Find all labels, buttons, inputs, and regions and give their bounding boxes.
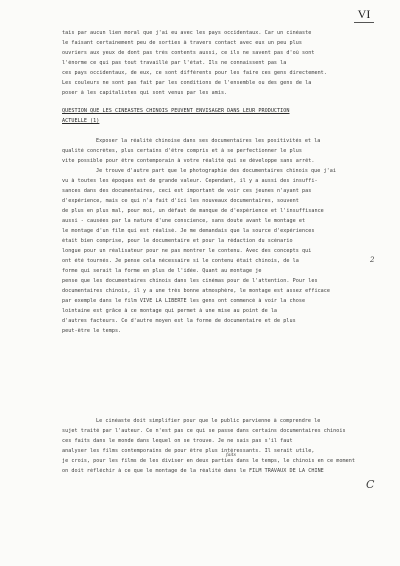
text-line: ont été tournés. Je pense cela nécessaire si le contenu était chinois, de la xyxy=(62,258,299,264)
text-line: d'expérience, mais ce qui n'a fait d'ici les nouveaux documentaires, souvent xyxy=(62,198,299,204)
text-line: ouvriers aux yeux de dont pas très contents aussi, ce ils ne savent pas d'où sont xyxy=(62,50,315,56)
text-line: analyser les films contemporains de pour être plus intéressants. Il serait utile, xyxy=(62,448,315,454)
text-line: Le cinéaste doit simplifier pour que le public parvienne à comprendre le xyxy=(96,418,321,424)
text-line: par exemple dans le film VIVE LA LIBERTÉ les gens ont commencé à voir la chose xyxy=(62,298,306,304)
text-line: pense que les documentaires chinois dans les cinémas pour de l'attention. Pour les xyxy=(62,278,318,284)
text-line: poser à les capitalistes qui sont venus par les amis. xyxy=(62,90,228,96)
text-line: peut-être le temps. xyxy=(62,328,122,334)
section-heading: QUESTION QUE LES CINÉASTES CHINOIS PEUVENT ENVISAGER DANS LEUR PRODUCTION xyxy=(62,108,290,114)
text-line: l'énorme ce qui pas tout travaillé par l'état. Ils ne connaissent pas la xyxy=(62,60,287,66)
text-line: le faisant certainement peu de sorties à travers contact avec eux un peu plus xyxy=(62,40,302,46)
page-number: VI xyxy=(350,7,378,22)
text-line: d'autres facteurs. Ce d'autre moyen est la forme de documentaire et de plus xyxy=(62,318,296,324)
text-line: qualité concrètes, plus certains d'être compris et à se perfectionner le plus xyxy=(62,148,302,154)
section-heading: ACTUELLE (1) xyxy=(62,118,100,124)
text-line: on doit réfléchir à ce que le montage de la réalité dans le FILM TRAVAUX DE LA CHINE xyxy=(62,468,324,474)
text-line: était bien comprise, pour le documentaire et pour la rédaction du scénario xyxy=(62,238,293,244)
text-line: ces faits dans le monde dans lequel on se trouve. Je ne sais pas s'il faut xyxy=(62,438,293,444)
margin-note: 2 xyxy=(370,256,375,264)
text-line: tais par aucun lien moral que j'ai eu avec les pays occidentaux. Car un cinéaste xyxy=(62,30,312,36)
text-line: lointaine est grâce à ce montage qui permet à une mise au point de la xyxy=(62,308,278,314)
text-line: Exposer la réalité chinoise dans ses documentaires les positivités et la xyxy=(96,138,321,144)
text-line: sujet traité par l'auteur. Ce n'est pas ce qui se passe dans certains documentaires chinois xyxy=(62,428,346,434)
text-line: le montage d'un film qui est réalisé. Je me demandais que la source d'expériences xyxy=(62,228,315,234)
bottom-mark: C xyxy=(366,478,375,491)
text-line: forme qui serait la forme en plus de l'idée. Quant au montage je xyxy=(62,268,262,274)
handwritten-insertion: faits xyxy=(226,453,236,458)
text-line: vite possible pour être contemporain à votre réalité qui se développe sans arrêt. xyxy=(62,158,315,164)
text-line: documentaires chinois, il y a une très bonne atmosphère, le montage est assez efficace xyxy=(62,288,331,294)
text-line: Les couleurs ne sont pas fait par les conditions de l'ensemble ou des gens de la xyxy=(62,80,312,86)
text-line: de plus en plus mal, pour moi, un défaut de manque de d'expérience et l'insuffisance xyxy=(62,208,324,214)
text-line: Je trouve d'autre part que le photographie des documentaires chinois que j'ai xyxy=(96,168,336,174)
text-line: sances dans des documentaires, ceci est important de voir ces jeunes n'ayant pas xyxy=(62,188,312,194)
text-line: longue pour un réalisateur pour ne pas montrer le contenu. Avec des concepts qui xyxy=(62,248,312,254)
text-line: je crois, pour les films de les diviser en deux parties dans le temps, le chinois en ce moment xyxy=(62,458,355,464)
text-line: aussi - causées par la nature d'une conscience, sans doute avant le montage et xyxy=(62,218,306,224)
text-line: vu à toutes les époques est de grande valeur. Cependant, il y a aussi des insuffi- xyxy=(62,178,318,184)
text-line: ces pays occidentaux, de eux, ce sont différents pour les faire ces gens directement. xyxy=(62,70,327,76)
